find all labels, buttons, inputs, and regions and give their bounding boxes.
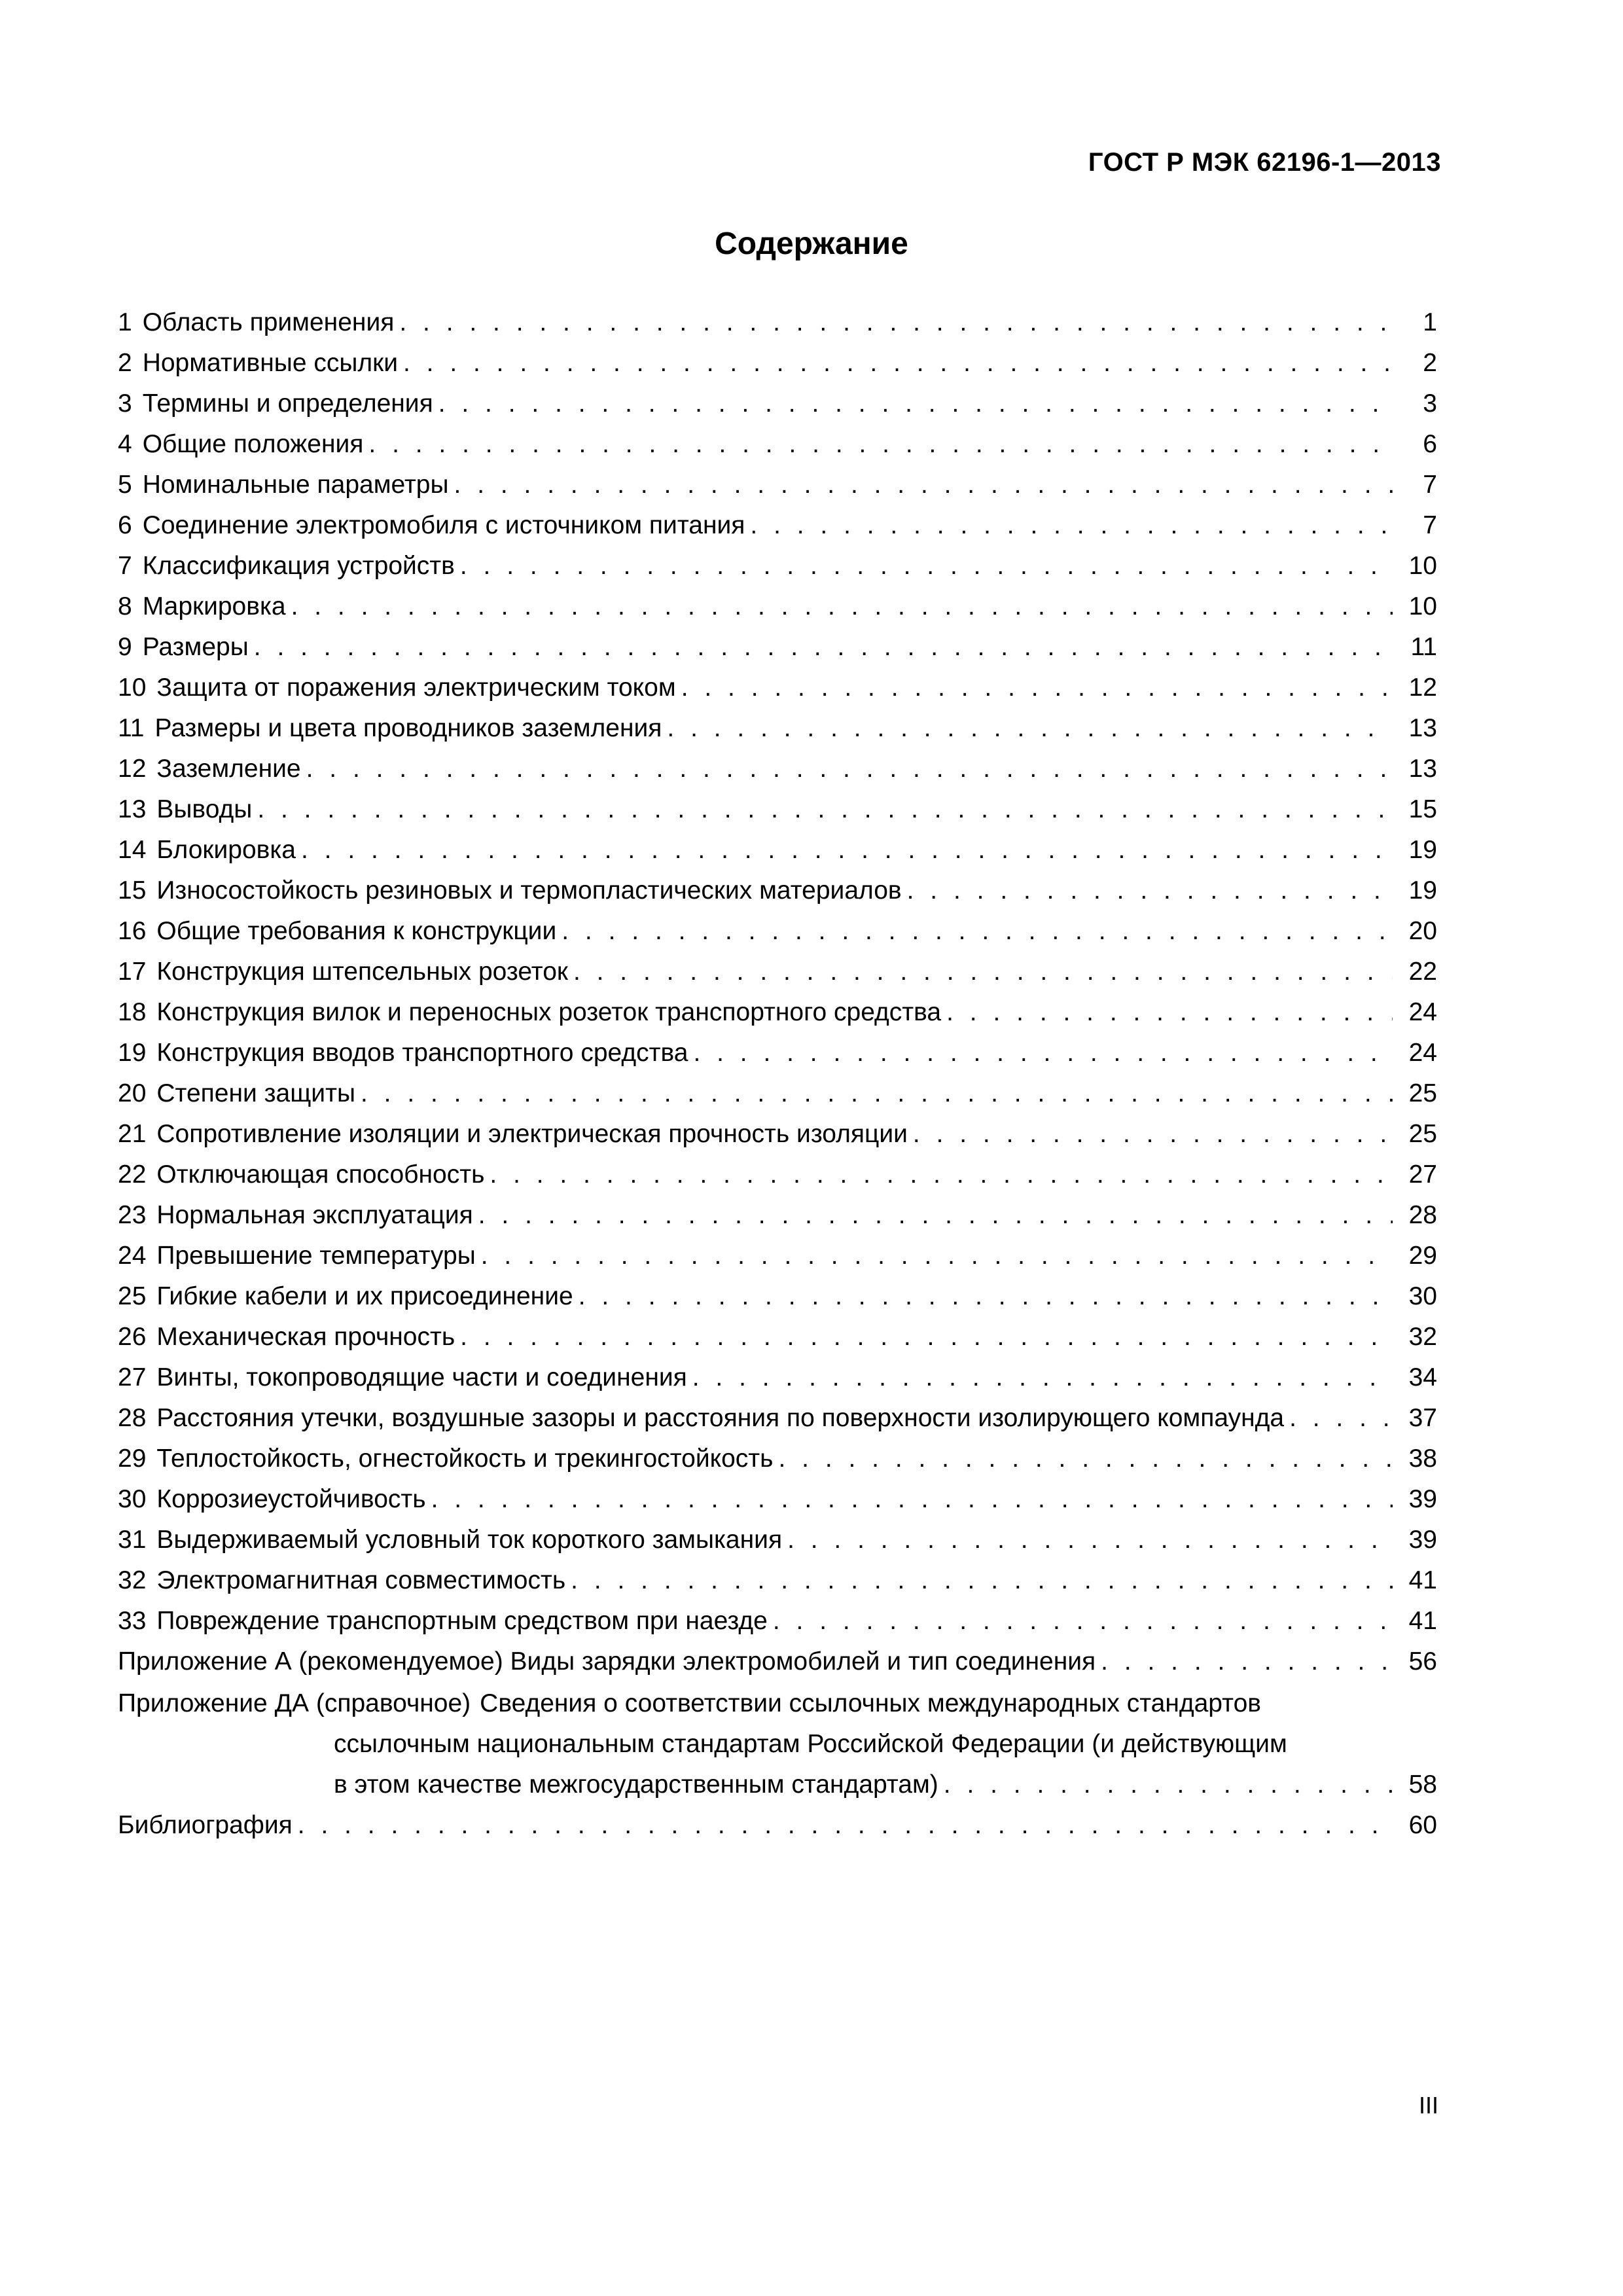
toc-entry-text: Библиография [118,1811,293,1839]
toc-entry-text: Конструкция вилок и переносных розеток транспортного средства [156,998,942,1026]
toc-entry-number: 12 [118,755,147,783]
toc-entry-page: 58 [1408,1770,1437,1799]
dot-leader [1101,1641,1393,1682]
toc-entry-number: 33 [118,1607,147,1635]
toc-entry[interactable] [118,1317,1437,1357]
toc-entry[interactable] [118,1357,1437,1398]
dot-leader [778,1439,1393,1479]
dot-leader [361,1073,1393,1114]
toc-entry-number: 23 [118,1201,147,1229]
dot-leader [750,505,1393,546]
toc-entry-number: 2 [118,349,132,377]
toc-entry-page: 34 [1408,1363,1437,1391]
toc-entry[interactable] [118,1073,1437,1114]
toc-entry[interactable] [118,1439,1437,1479]
toc-entry-text: Износостойкость резиновых и термопластических материалов [156,876,902,905]
toc-entry[interactable] [118,1560,1437,1601]
toc-entry-page: 7 [1423,511,1437,539]
annex-da-line-2: ссылочным национальным стандартам Российской Федерации (и действующим [334,1730,1287,1758]
toc-entry-page: 1 [1423,308,1437,336]
toc-entry-page: 22 [1408,958,1437,986]
toc-entry-text: Классификация устройств [142,552,455,580]
toc-entry-page: 13 [1408,755,1437,783]
dot-leader [460,546,1393,586]
toc-entry[interactable] [118,302,1437,343]
dot-leader [298,1805,1393,1846]
page-number: III [1418,2092,1438,2119]
dot-leader [681,668,1393,708]
toc-entry-page: 39 [1408,1485,1437,1513]
toc-entry-text: Маркировка [142,592,286,620]
toc-entry-page: 29 [1408,1242,1437,1270]
annex-da-line-3: в этом качестве межгосударственным стандартам) [334,1770,938,1799]
toc-entry-page: 10 [1408,592,1437,620]
toc-entry-number: 19 [118,1039,147,1067]
toc-entry[interactable] [118,911,1437,952]
toc-entry-number: 31 [118,1526,147,1554]
toc-entry-annex-da[interactable] [118,1683,1437,1805]
toc-entry-number: 30 [118,1485,147,1513]
toc-entry-text: Расстояния утечки, воздушные зазоры и расстояния по поверхности изолирующего компаунда [156,1404,1285,1432]
toc-entry-page: 60 [1408,1811,1437,1839]
document-code: ГОСТ Р МЭК 62196-1—2013 [1088,148,1441,177]
dot-leader [913,1114,1393,1155]
dot-leader [773,1601,1393,1641]
toc-entry-text: Степени защиты [156,1079,355,1107]
toc-entry-text: Сопротивление изоляции и электрическая прочность изоляции [156,1120,908,1148]
dot-leader [573,952,1393,992]
page-title: Содержание [715,226,908,261]
toc-entry[interactable] [118,992,1437,1033]
toc-entry-page: 38 [1408,1444,1437,1473]
toc-entry[interactable] [118,1114,1437,1155]
toc-entry-page: 28 [1408,1201,1437,1229]
toc-entry-number: 24 [118,1242,147,1270]
toc-entry-page: 27 [1408,1160,1437,1189]
toc-entry[interactable] [118,668,1437,708]
dot-leader [254,627,1393,668]
toc-entry-page: 19 [1408,876,1437,905]
toc-entry[interactable] [118,1601,1437,1641]
toc-entry-page: 56 [1408,1647,1437,1676]
dot-leader [438,384,1393,424]
toc-entry[interactable] [118,789,1437,830]
toc-entry-text: Заземление [156,755,301,783]
toc-entry-number: 7 [118,552,132,580]
toc-entry-page: 2 [1423,349,1437,377]
dot-leader [1289,1398,1393,1439]
toc-entry-number: 32 [118,1566,147,1594]
dot-leader [431,1479,1393,1520]
toc-entry-page: 15 [1408,795,1437,823]
toc-entry-text: Общие положения [142,430,364,458]
toc-entry-page: 24 [1408,998,1437,1026]
toc-entry-text: Конструкция штепсельных розеток [156,958,568,986]
toc-entry-text: Приложение А (рекомендуемое) Виды зарядки электромобилей и тип соединения [118,1647,1096,1676]
dot-leader [562,911,1393,952]
toc-entry-number: 6 [118,511,132,539]
toc-entry-text: Превышение температуры [156,1242,476,1270]
toc-entry-text: Общие требования к конструкции [156,917,557,945]
toc-entry-number: 1 [118,308,132,336]
dot-leader [667,708,1393,749]
dot-leader [403,343,1393,384]
toc-entry[interactable] [118,627,1437,668]
toc-entry[interactable] [118,1155,1437,1195]
toc-entry[interactable] [118,343,1437,384]
toc-entry-page: 32 [1408,1323,1437,1351]
dot-leader [301,830,1393,870]
toc-entry-text: Теплостойкость, огнестойкость и трекингостойкость [156,1444,774,1473]
toc-entry-text: Выводы [156,795,253,823]
toc-entry-text: Повреждение транспортным средством при наезде [156,1607,768,1635]
toc-entry[interactable] [118,952,1437,992]
toc-entry-text: Коррозиеустойчивость [156,1485,426,1513]
toc-entry-number: 4 [118,430,132,458]
toc-entry-number: 3 [118,389,132,418]
dot-leader [257,789,1393,830]
toc-entry[interactable] [118,870,1437,911]
toc-entry[interactable] [118,1479,1437,1520]
toc-entry-number: 28 [118,1404,147,1432]
toc-entry-text: Электромагнитная совместимость [156,1566,566,1594]
toc-entry[interactable] [118,830,1437,870]
toc-entry-number: 25 [118,1282,147,1310]
toc-entry-page: 7 [1423,471,1437,499]
toc-entry[interactable] [118,1195,1437,1236]
toc-entry-text: Соединение электромобиля с источником питания [142,511,745,539]
toc-entry-page: 6 [1423,430,1437,458]
toc-entries [118,302,1437,1641]
dot-leader [481,1236,1393,1276]
toc-entry-text: Отключающая способность [156,1160,485,1189]
toc-entry-text: Область применения [142,308,395,336]
table-of-contents [118,302,1437,1846]
toc-entry-text: Защита от поражения электрическим током [156,673,676,702]
dot-leader [460,1317,1393,1357]
dot-leader [693,1033,1393,1073]
toc-entry[interactable] [118,546,1437,586]
toc-entry-page: 12 [1408,673,1437,702]
toc-entry-number: 13 [118,795,147,823]
toc-entry[interactable] [118,424,1437,465]
toc-entry[interactable] [118,1276,1437,1317]
toc-entry-number: 5 [118,471,132,499]
dot-leader [368,424,1393,465]
toc-entry-number: 22 [118,1160,147,1189]
toc-entry-number: 26 [118,1323,147,1351]
dot-leader [478,1195,1393,1236]
toc-entry-number: 9 [118,633,132,661]
toc-entry-page: 19 [1408,836,1437,864]
toc-entry-text: Блокировка [156,836,296,864]
dot-leader [291,586,1393,627]
toc-entry-number: 15 [118,876,147,905]
toc-entry-page: 24 [1408,1039,1437,1067]
toc-entry-page: 41 [1408,1607,1437,1635]
toc-entry-page: 41 [1408,1566,1437,1594]
toc-entry-number: 27 [118,1363,147,1391]
toc-entry-number: 8 [118,592,132,620]
toc-entry-page: 3 [1423,389,1437,418]
dot-leader [787,1520,1393,1560]
toc-entry-number: 16 [118,917,147,945]
toc-entry-annex-a[interactable] [118,1641,1437,1682]
toc-entry-number: 17 [118,958,147,986]
toc-entry-text: Размеры и цвета проводников заземления [154,714,662,742]
toc-entry[interactable] [118,1520,1437,1560]
toc-entry-page: 11 [1410,633,1437,661]
toc-entry[interactable] [118,384,1437,424]
toc-entry-number: 18 [118,998,147,1026]
toc-entry-page: 30 [1408,1282,1437,1310]
dot-leader [490,1155,1393,1195]
toc-entry-text: Механическая прочность [156,1323,455,1351]
dot-leader [454,465,1393,505]
toc-entry-page: 13 [1408,714,1437,742]
toc-entry-text: Нормативные ссылки [142,349,398,377]
toc-entry-text: Термины и определения [142,389,433,418]
toc-entry[interactable] [118,708,1437,749]
dot-leader [579,1276,1393,1317]
dot-leader [946,992,1393,1033]
toc-entry-text: Винты, токопроводящие части и соединения [156,1363,687,1391]
toc-entry-page: 25 [1408,1079,1437,1107]
toc-entry[interactable] [118,1236,1437,1276]
dot-leader [692,1357,1393,1398]
dot-leader [399,302,1393,343]
toc-entry-number: 14 [118,836,147,864]
toc-entry[interactable] [118,586,1437,627]
annex-da-prefix: Приложение ДА (справочное) [118,1689,471,1717]
annex-da-line-1: Сведения о соответствии ссылочных международных стандартов [480,1689,1261,1717]
toc-entry-text: Размеры [142,633,249,661]
toc-entry-text: Конструкция вводов транспортного средства [156,1039,688,1067]
toc-entry-text: Нормальная эксплуатация [156,1201,473,1229]
dot-leader [944,1765,1393,1805]
toc-entry-number: 29 [118,1444,147,1473]
toc-entry-page: 37 [1408,1404,1437,1432]
toc-entry-number: 20 [118,1079,147,1107]
dot-leader [306,749,1393,789]
toc-entry-number: 21 [118,1120,147,1148]
dot-leader [907,870,1393,911]
toc-entry-text: Номинальные параметры [142,471,449,499]
toc-entry-text: Выдерживаемый условный ток короткого замыкания [156,1526,783,1554]
toc-entry[interactable] [118,465,1437,505]
toc-entry-bibliography[interactable] [118,1805,1437,1846]
toc-entry[interactable] [118,1398,1437,1439]
toc-entry[interactable] [118,749,1437,789]
toc-entry-page: 10 [1408,552,1437,580]
toc-entry-number: 10 [118,673,147,702]
toc-entry-page: 39 [1408,1526,1437,1554]
toc-entry-number: 11 [118,714,145,742]
toc-entry-page: 25 [1408,1120,1437,1148]
toc-entry-text: Гибкие кабели и их присоединение [156,1282,573,1310]
toc-entry[interactable] [118,505,1437,546]
toc-entry-page: 20 [1408,917,1437,945]
toc-entry[interactable] [118,1033,1437,1073]
dot-leader [571,1560,1393,1601]
